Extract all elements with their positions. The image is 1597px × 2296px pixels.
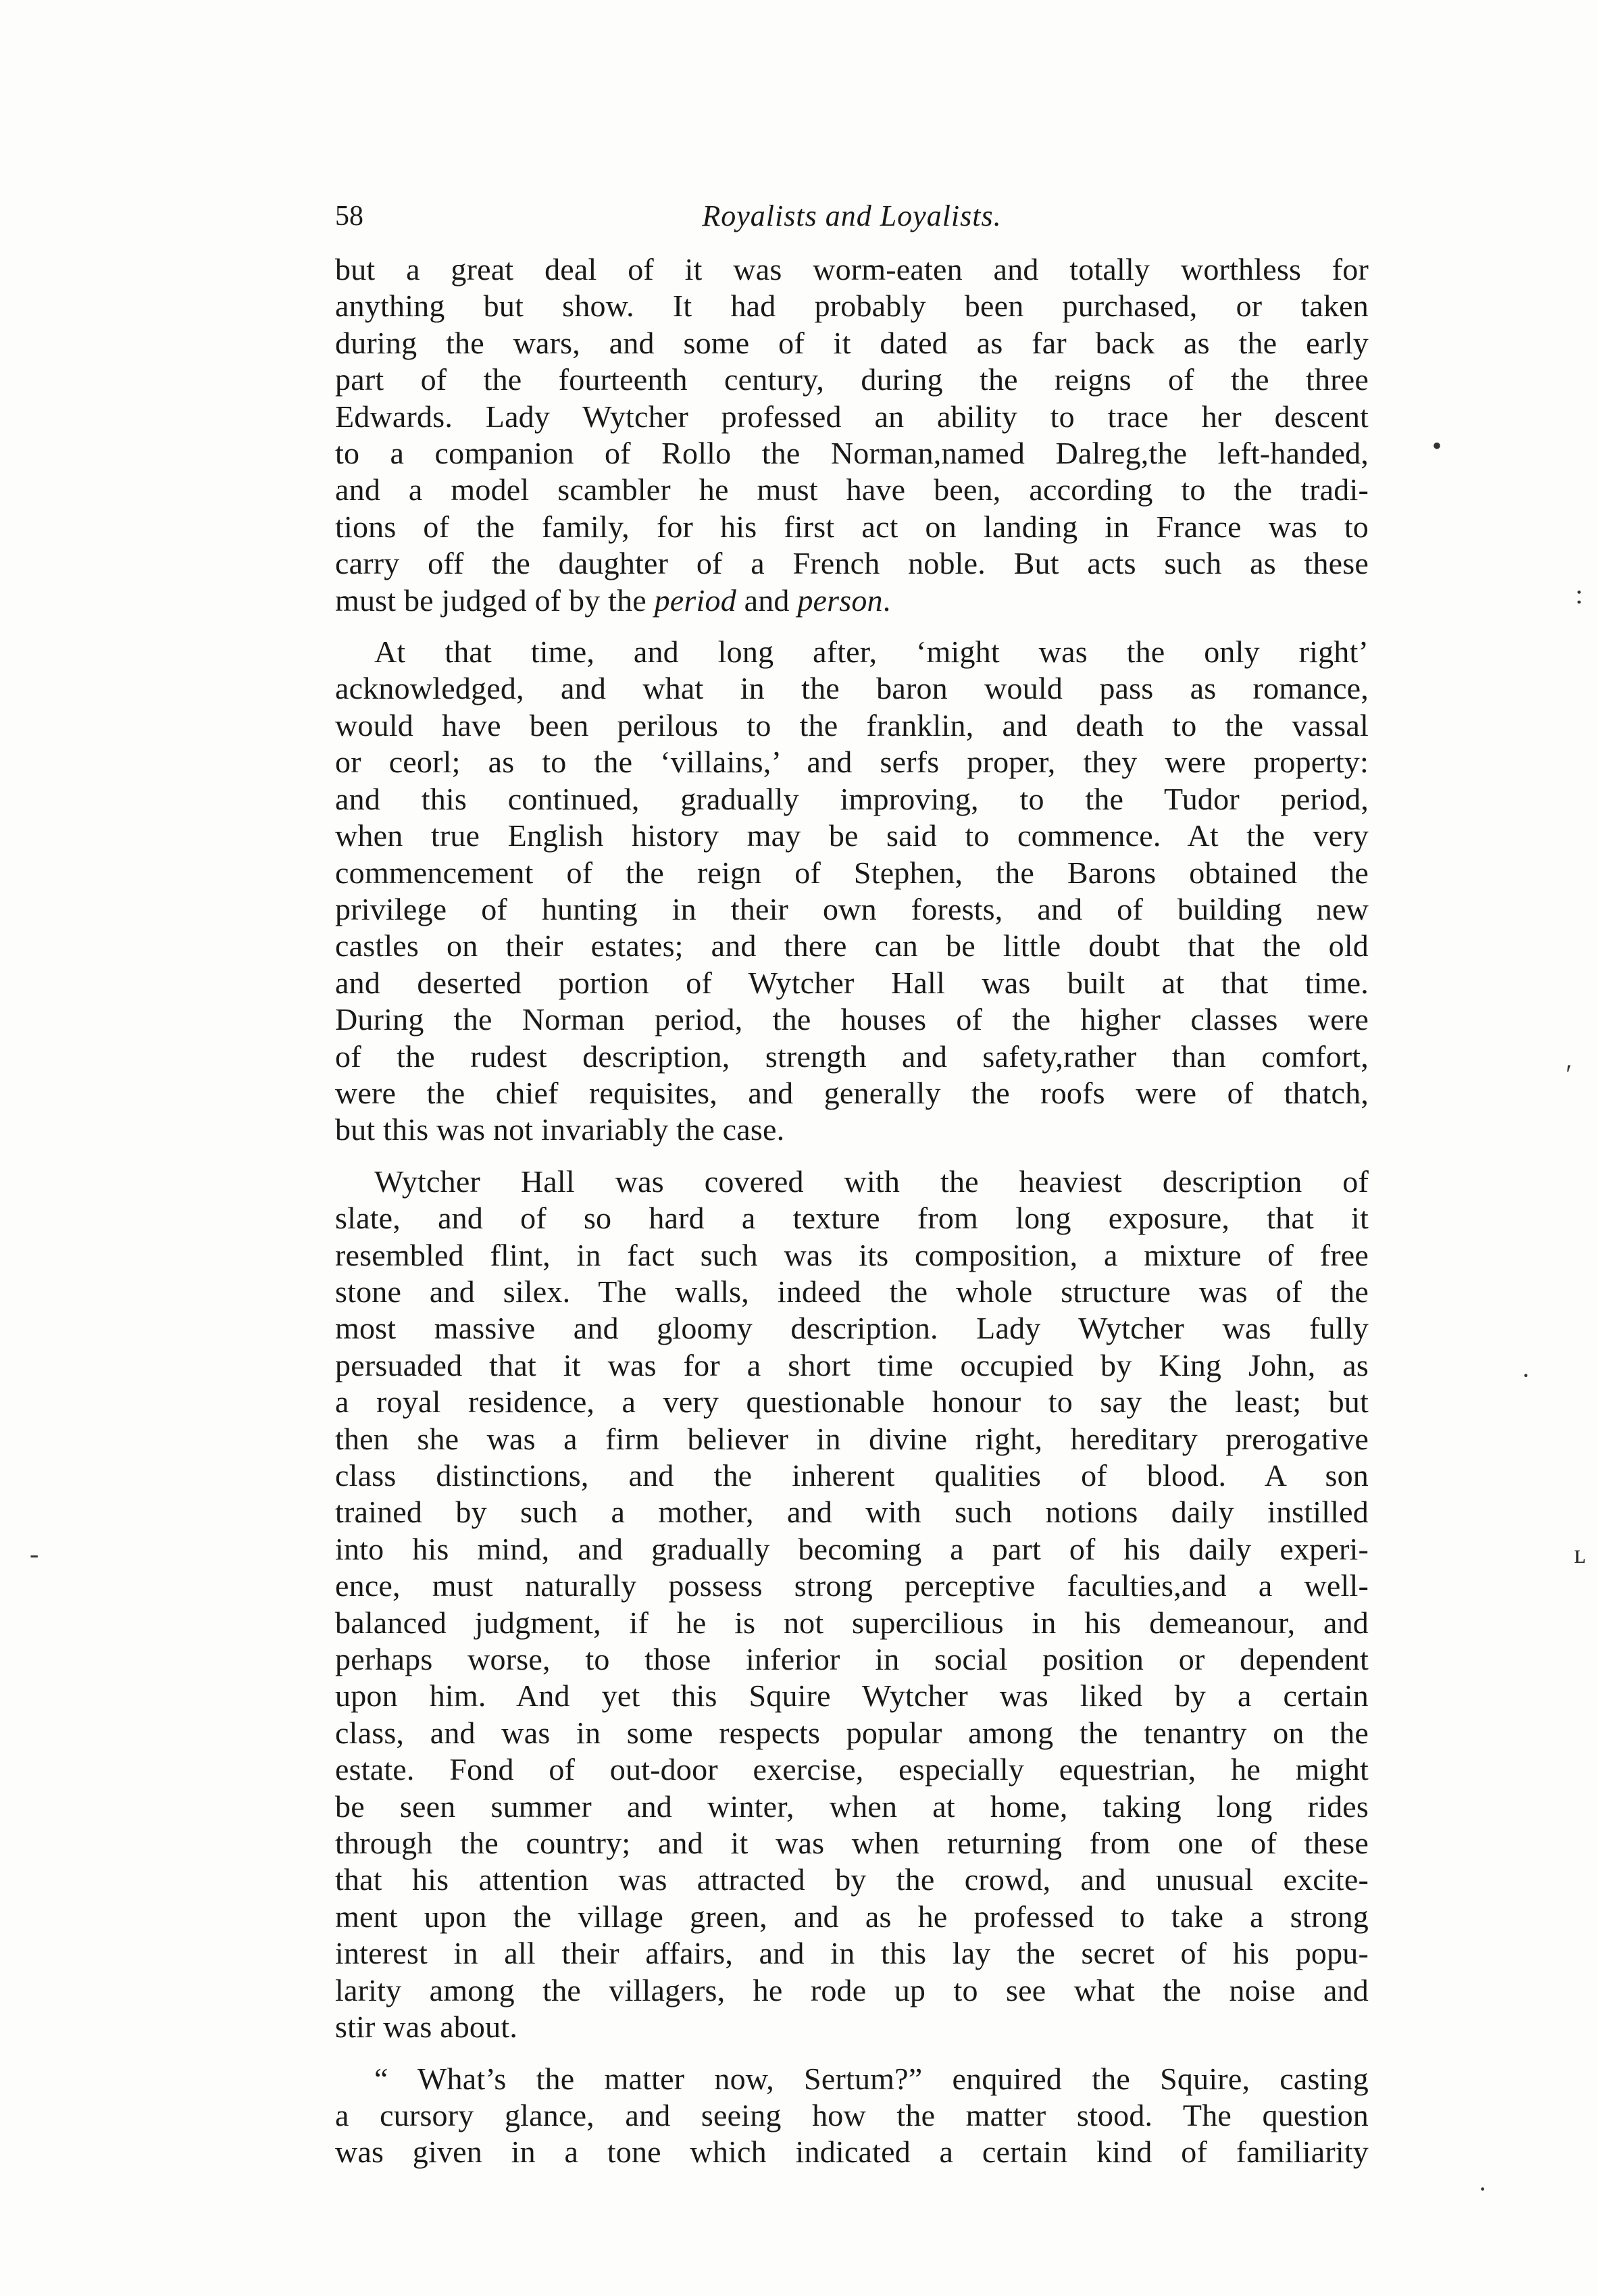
text-line bbox=[335, 1164, 1369, 1200]
paragraph bbox=[335, 1164, 1369, 2046]
text-line: persuaded that it was for a short time occupied by King John, as bbox=[335, 1347, 1369, 1382]
margin-speck: ʟ bbox=[1574, 1539, 1586, 1569]
margin-speck: • bbox=[1432, 430, 1442, 461]
text-line: stone and silex. The walls, indeed the whole structure was of the bbox=[335, 1274, 1369, 1309]
margin-speck: · bbox=[1478, 2174, 1488, 2204]
text-line bbox=[335, 2061, 1369, 2097]
text-line: then she was a firm believer in divine right, hereditary prerogative bbox=[335, 1421, 1369, 1456]
text-line bbox=[335, 582, 1369, 619]
text-line: a royal residence, a very questionable honour to say the least; but bbox=[335, 1384, 1369, 1420]
margin-speck: - bbox=[30, 1539, 39, 1569]
text-fragment: must be judged of by the bbox=[335, 582, 655, 618]
text-line: balanced judgment, if he is not supercilious in his demeanour, and bbox=[335, 1605, 1369, 1640]
text-line: upon him. And yet this Squire Wytcher was liked by a certain bbox=[335, 1678, 1369, 1714]
text-line: of the rudest description, strength and safety,rather than comfort, bbox=[335, 1039, 1369, 1074]
text-line: and a model scambler he must have been, according to the tradi- bbox=[335, 472, 1369, 507]
text-line: During the Norman period, the houses of the higher classes were bbox=[335, 1002, 1369, 1037]
italic-text: person bbox=[797, 582, 883, 618]
text-line: anything but show. It had probably been purchased, or taken bbox=[335, 289, 1369, 324]
italic-text: period bbox=[654, 582, 736, 618]
text-line bbox=[335, 634, 1369, 670]
text-line: stir was about. bbox=[335, 2010, 518, 2045]
text-line: were the chief requisites, and generally the roofs were of thatch, bbox=[335, 1075, 1369, 1110]
text-line: and deserted portion of Wytcher Hall was built at that time. bbox=[335, 965, 1369, 1000]
text-line: slate, and of so hard a texture from long exposure, that it bbox=[335, 1201, 1369, 1236]
text-line: privilege of hunting in their own forests, and of building new bbox=[335, 891, 1369, 926]
text-line: class, and was in some respects popular among the tenantry on the bbox=[335, 1715, 1369, 1750]
text-line: carry off the daughter of a French noble. But acts such as these bbox=[335, 546, 1369, 581]
text-line: resembled flint, in fact such was its composition, a mixture of free bbox=[335, 1237, 1369, 1272]
text-line: or ceorl; as to the ‘villains,’ and serfs proper, they were property: bbox=[335, 745, 1369, 780]
paragraph bbox=[335, 634, 1369, 1149]
page-number: 58 bbox=[335, 201, 363, 232]
text-line: and this continued, gradually improving, to the Tudor period, bbox=[335, 781, 1369, 816]
text-line-content: “ What’s the matter now, Sertum?” enquired the Squire, casting bbox=[374, 2061, 1369, 2096]
text-line: into his mind, and gradually becoming a part of his daily experi- bbox=[335, 1531, 1369, 1566]
text-line: would have been perilous to the franklin, and death to the vassal bbox=[335, 707, 1369, 743]
text-line: but a great deal of it was worm-eaten and totally worthless for bbox=[335, 252, 1369, 286]
text-line: when true English history may be said to commence. At the very bbox=[335, 818, 1369, 853]
text-line: but this was not invariably the case. bbox=[335, 1112, 785, 1147]
text-line: ment upon the village green, and as he professed to take a strong bbox=[335, 1899, 1369, 1934]
text-line: tions of the family, for his first act on landing in France was to bbox=[335, 509, 1369, 544]
text-line: ence, must naturally possess strong perceptive faculties,and a well- bbox=[335, 1568, 1369, 1603]
running-title: Royalists and Loyalists. bbox=[702, 199, 1002, 232]
text-line: acknowledged, and what in the baron would pass as romance, bbox=[335, 671, 1369, 706]
text-line: estate. Fond of out-door exercise, especially equestrian, he might bbox=[335, 1752, 1369, 1787]
text-line-content: At that time, and long after, ‘might was the only right’ bbox=[374, 634, 1369, 670]
margin-speck: : bbox=[1575, 579, 1583, 609]
text-line-content: Wytcher Hall was covered with the heaviest description of bbox=[374, 1164, 1369, 1199]
text-line: trained by such a mother, and with such notions daily instilled bbox=[335, 1495, 1369, 1530]
text-line: perhaps worse, to those inferior in social position or dependent bbox=[335, 1642, 1369, 1677]
text-line: interest in all their affairs, and in this lay the secret of his popu- bbox=[335, 1936, 1369, 1971]
paragraph bbox=[335, 251, 1369, 619]
paragraph bbox=[335, 2061, 1369, 2171]
text-line: most massive and gloomy description. Lady Wytcher was fully bbox=[335, 1311, 1369, 1346]
text-line: class distinctions, and the inherent qualities of blood. A son bbox=[335, 1458, 1369, 1493]
margin-speck: ʹ bbox=[1566, 1059, 1572, 1089]
text-line: be seen summer and winter, when at home, taking long rides bbox=[335, 1789, 1369, 1824]
text-line: through the country; and it was when returning from one of these bbox=[335, 1826, 1369, 1861]
text-line: that his attention was attracted by the crowd, and unusual excite- bbox=[335, 1862, 1369, 1897]
text-line: part of the fourteenth century, during the reigns of the three bbox=[335, 362, 1369, 397]
text-line: to a companion of Rollo the Norman,named Dalreg,the left-handed, bbox=[335, 436, 1369, 471]
running-head bbox=[335, 196, 1369, 243]
text-line: larity among the villagers, he rode up to see what the noise and bbox=[335, 1972, 1369, 2007]
text-line: during the wars, and some of it dated as far back as the early bbox=[335, 325, 1369, 360]
text-line: Edwards. Lady Wytcher professed an ability to trace her descent bbox=[335, 399, 1369, 434]
text-line: a cursory glance, and seeing how the matter stood. The question bbox=[335, 2097, 1369, 2132]
text-fragment: and bbox=[736, 582, 798, 618]
text-fragment: . bbox=[882, 582, 891, 618]
text-line: was given in a tone which indicated a certain kind of familiarity bbox=[335, 2135, 1369, 2170]
margin-speck: · bbox=[1521, 1360, 1531, 1391]
text-line: commencement of the reign of Stephen, the Barons obtained the bbox=[335, 855, 1369, 890]
text-line: castles on their estates; and there can be little doubt that the old bbox=[335, 928, 1369, 964]
body-text bbox=[335, 251, 1369, 2171]
